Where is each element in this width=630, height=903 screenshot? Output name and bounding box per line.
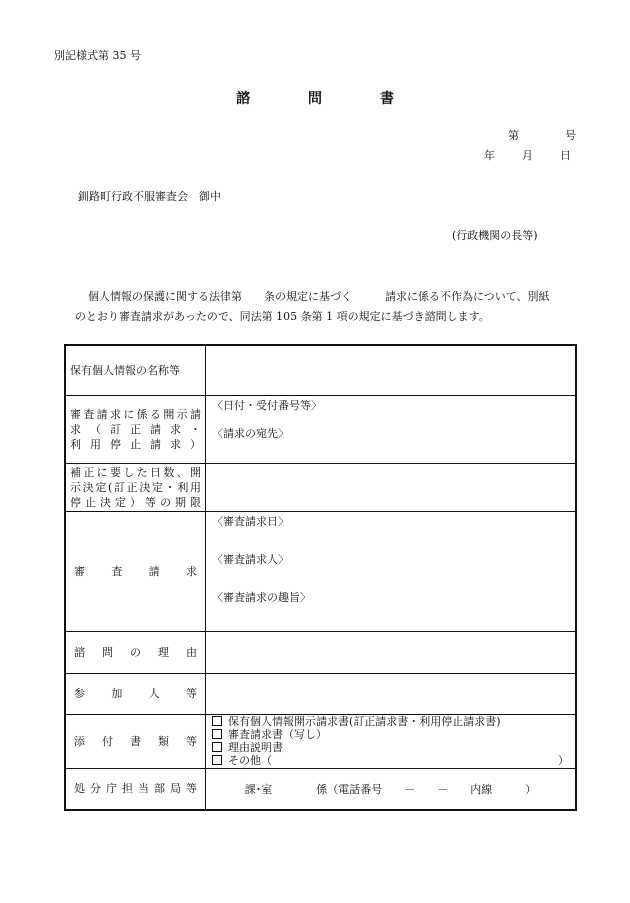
period-label-line-1: 補正に要した日数、開: [70, 465, 201, 479]
body-line-1: 個人情報の保護に関する法律第 条の規定に基づく 請求に係る不作為について、別紙: [88, 290, 550, 303]
date-line: [484, 147, 571, 163]
dept-label: [65, 768, 206, 810]
attachment-item-label: 理由説明書: [228, 740, 283, 754]
body-text: [75, 287, 585, 327]
review-note-purpose: 〈審査請求の趣旨〉: [212, 590, 311, 604]
request-label-line-2: 求（訂正請求・: [70, 422, 201, 436]
request-label-line-1: 審査請求に係る開示請: [70, 407, 201, 421]
attachment-item-label: その他（ ）: [228, 753, 569, 767]
checkbox-icon[interactable]: [212, 729, 222, 739]
attachment-item-label: 審査請求書（写し）: [228, 727, 327, 741]
review-label-text: 審査請求: [74, 564, 197, 578]
checkbox-icon[interactable]: [212, 716, 222, 726]
info-name-field[interactable]: [206, 345, 577, 395]
request-label: [65, 395, 206, 463]
review-label: [65, 511, 206, 631]
reason-label-text: 諮問の理由: [74, 645, 197, 659]
consultation-table: [64, 344, 577, 811]
sender: (行政機関の長等): [452, 229, 538, 242]
reason-field[interactable]: [206, 631, 577, 673]
request-note-date: 〈日付・受付番号等〉: [212, 398, 322, 412]
participants-label: [65, 673, 206, 714]
period-field[interactable]: [206, 463, 577, 511]
reason-label: [65, 631, 206, 673]
period-label: [65, 463, 206, 511]
date-month: 月: [522, 149, 533, 162]
form-number: 別記様式第 35 号: [54, 49, 141, 62]
participants-field[interactable]: [206, 673, 577, 714]
period-label-line-2: 示決定(訂正決定・利用: [70, 480, 201, 494]
attachment-item[interactable]: [212, 741, 569, 754]
body-line-2: のとおり審査請求があったので、同法第 105 条第 1 項の規定に基づき諮問します。: [75, 310, 490, 323]
request-label-line-3: 利用停止請求）: [70, 437, 201, 451]
review-field[interactable]: [206, 511, 577, 631]
attachment-item[interactable]: [212, 715, 569, 728]
attachment-item[interactable]: [212, 754, 569, 767]
period-label-line-3: 停止決定）等の期限: [70, 495, 201, 509]
number-go: 号: [565, 129, 576, 142]
dept-field[interactable]: 課･室 係（電話番号 － － 内線 ）: [206, 768, 577, 810]
date-year: 年: [484, 149, 495, 162]
document-number-line: [508, 127, 576, 143]
date-day: 日: [560, 149, 571, 162]
request-field[interactable]: [206, 395, 577, 463]
review-note-requester: 〈審査請求人〉: [212, 552, 289, 566]
info-name-label: 保有個人情報の名称等: [65, 345, 206, 395]
addressee: 釧路町行政不服審査会 御中: [78, 190, 221, 203]
checkbox-icon[interactable]: [212, 755, 222, 765]
participants-label-text: 参加人等: [74, 687, 197, 700]
checkbox-icon[interactable]: [212, 742, 222, 752]
attachments-label: [65, 714, 206, 768]
review-note-date: 〈審査請求日〉: [212, 514, 289, 528]
attachment-item-label: 保有個人情報開示請求書(訂正請求書・利用停止請求書): [228, 714, 501, 728]
request-note-addressee: 〈請求の宛先〉: [212, 426, 289, 440]
dept-label-text: 処分庁担当部局等: [74, 782, 197, 796]
attachment-item[interactable]: [212, 728, 569, 741]
attachments-field: [206, 714, 577, 768]
page-title: 諮 問 書: [236, 91, 416, 107]
number-dai: 第: [508, 129, 519, 142]
attachments-label-text: 添付書類等: [74, 734, 197, 748]
